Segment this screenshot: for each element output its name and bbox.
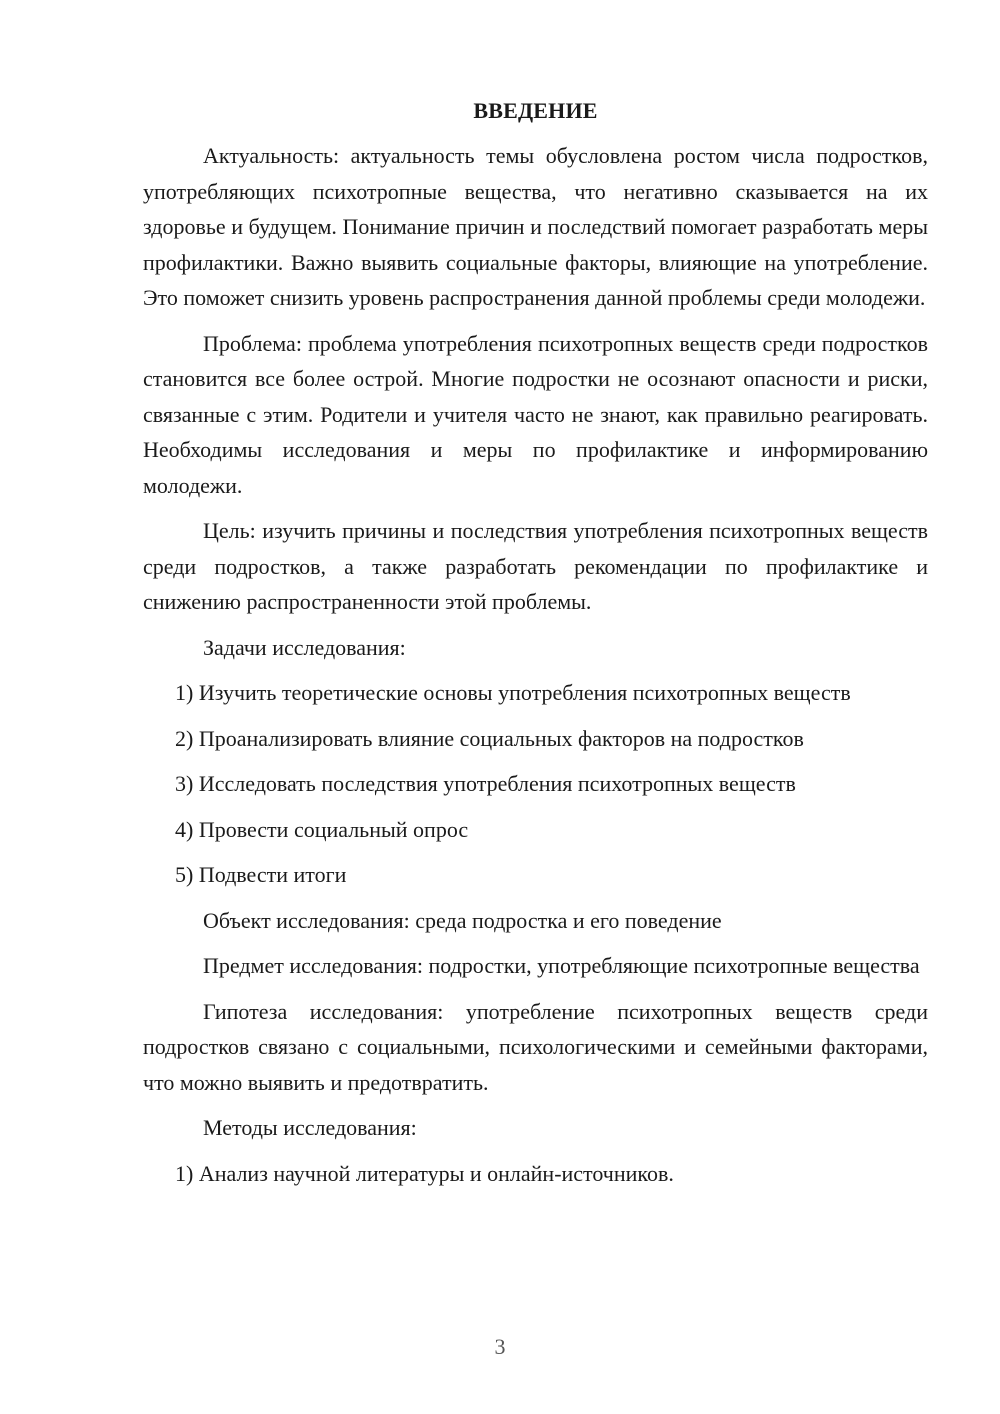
goal-paragraph: Цель: изучить причины и последствия употребления психотропных веществ среди подростков, а также разработать рекомендации по профилактике и снижению распространенности этой проблемы.: [143, 518, 928, 614]
subject-paragraph: Предмет исследования: подростки, употребляющие психотропные вещества: [203, 953, 920, 978]
list-item: 3) Исследовать последствия употребления психотропных веществ: [175, 771, 796, 796]
list-item: 1) Изучить теоретические основы употребления психотропных веществ: [175, 680, 851, 705]
tasks-heading: Задачи исследования:: [203, 634, 406, 660]
list-item: 5) Подвести итоги: [175, 862, 347, 887]
page-content: [143, 96, 928, 1201]
list-item: 1) Анализ научной литературы и онлайн-источников.: [175, 1160, 674, 1186]
relevance-paragraph: Актуальность: актуальность темы обусловлена ростом числа подростков, употребляющих психотропные вещества, что негативно сказывается на их здоровье и будущем. Понимание причин и последствий помогает разработать меры профилактики. Важно выявить социальные факторы, влияющие на употребление. Это поможет снизить уровень распространения данной проблемы среди молодежи.: [143, 143, 928, 310]
page-number: 3: [494, 1334, 506, 1359]
list-item: 2) Проанализировать влияние социальных факторов на подростков: [175, 725, 804, 751]
list-item: 4) Провести социальный опрос: [175, 816, 469, 842]
object-paragraph: Объект исследования: среда подростка и его поведение: [203, 907, 722, 933]
problem-paragraph: Проблема: проблема употребления психотропных веществ среди подростков становится все более острой. Многие подростки не осознают опасности и риски, связанные с этим. Родители и учителя часто не знают, как правильно реагировать. Необходимы исследования и меры по профилактике и информированию молодежи.: [143, 330, 928, 498]
methods-heading: Методы исследования:: [203, 1115, 417, 1140]
tasks-list: [143, 675, 928, 893]
hypothesis-paragraph: Гипотеза исследования: употребление психотропных веществ среди подростков связано с социальными, психологическими и семейными факторами, что можно выявить и предотвратить.: [143, 998, 928, 1095]
methods-list: [143, 1156, 928, 1192]
section-title: ВВЕДЕНИЕ: [473, 98, 598, 123]
